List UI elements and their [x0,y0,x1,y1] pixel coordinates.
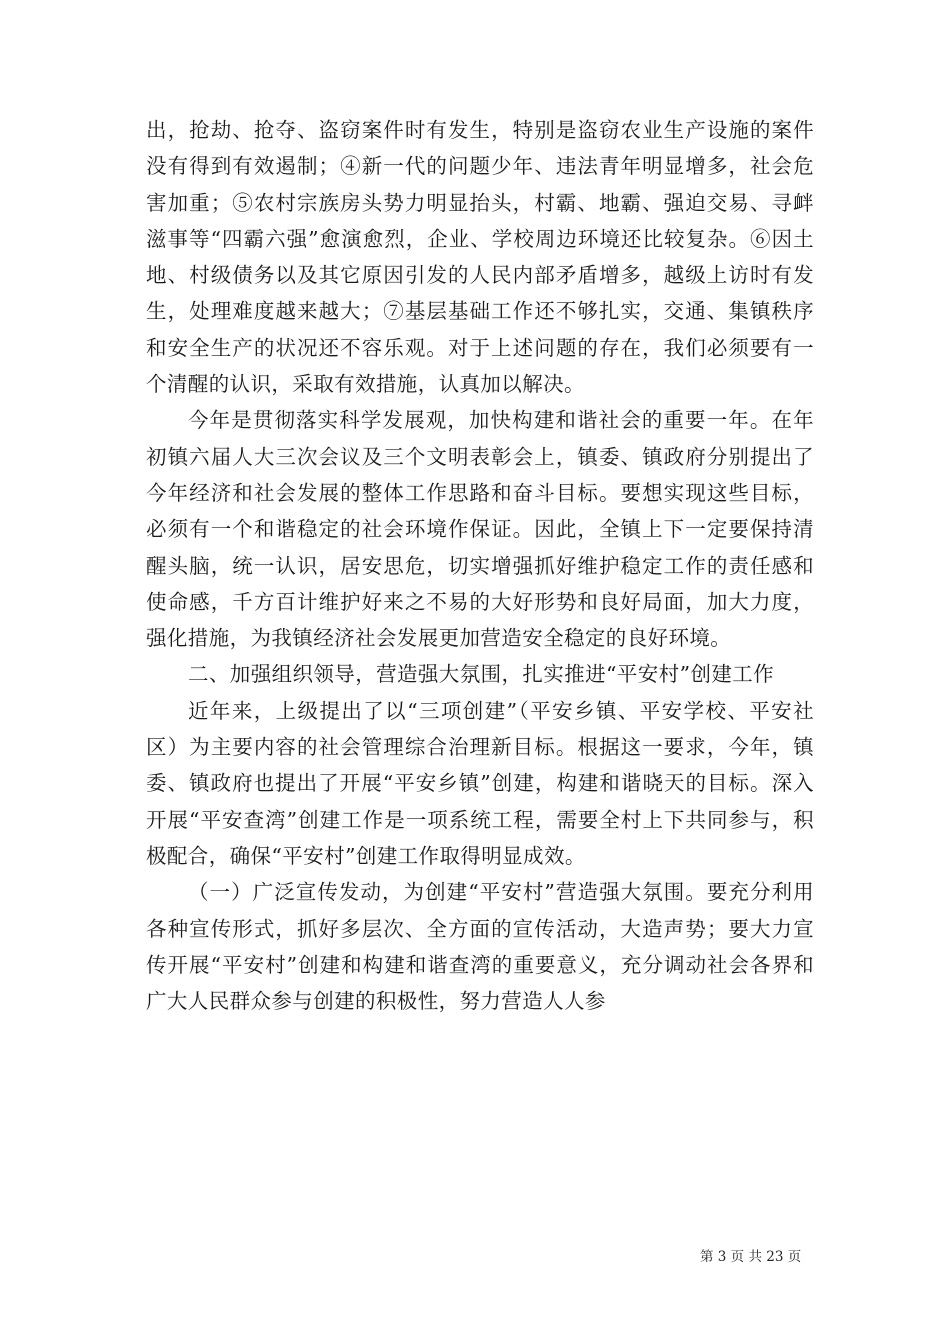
page-number: 第 3 页 共 23 页 [700,1249,802,1265]
paragraph: 今年是贯彻落实科学发展观，加快构建和谐社会的重要一年。在年初镇六届人大三次会议及三个文明表彰会上，镇委、镇政府分别提出了今年经济和社会发展的整体工作思路和奋斗目标。要想实现这些目标，必须有一个和谐稳定的社会环境作保证。因此，全镇上下一定要保持清醒头脑，统一认识，居安思危，切实增强抓好维护稳定工作的责任感和使命感，千方百计维护好来之不易的大好形势和良好局面，加大力度，强化措施，为我镇经济社会发展更加营造安全稳定的良好环境。 [146,408,814,651]
paragraph: （一）广泛宣传发动，为创建“平安村”营造强大氛围。要充分利用各种宣传形式，抓好多层次、全方面的宣传活动，大造声势；要大力宣传开展“平安村”创建和构建和谐查湾的重要意义，充分调动社会各界和广大人民群众参与创建的积极性，努力营造人人参 [146,880,814,1014]
paragraph: 近年来，上级提出了以“三项创建”（平安乡镇、平安学校、平安社区）为主要内容的社会管理综合治理新目标。根据这一要求，今年，镇委、镇政府也提出了开展“平安乡镇”创建，构建和谐晓天的目标。深入开展“平安查湾”创建工作是一项系统工程，需要全村上下共同参与，积极配合，确保“平安村”创建工作取得明显成效。 [146,698,814,868]
section-heading: 二、加强组织领导，营造强大氛围，扎实推进“平安村”创建工作 [188,662,775,687]
body-text [146,112,814,1019]
paragraph-continued: 出，抢劫、抢夺、盗窃案件时有发生，特别是盗窃农业生产设施的案件没有得到有效遏制；④新一代的问题少年、违法青年明显增多，社会危害加重；⑤农村宗族房头势力明显抬头，村霸、地霸、强迫交易、寻衅滋事等“四霸六强”愈演愈烈，企业、学校周边环境还比较复杂。⑥因土地、村级债务以及其它原因引发的人民内部矛盾增多，越级上访时有发生，处理难度越来越大；⑦基层基础工作还不够扎实，交通、集镇秩序和安全生产的状况还不容乐观。对于上述问题的存在，我们必须要有一个清醒的认识，采取有效措施，认真加以解决。 [146,118,814,397]
